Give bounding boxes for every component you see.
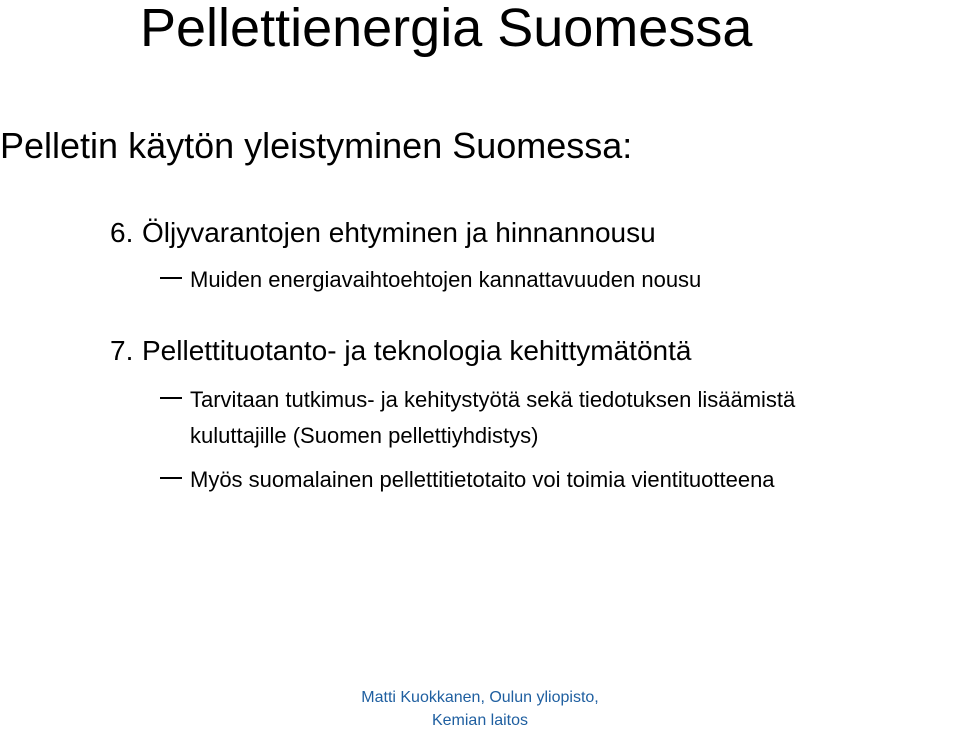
list-item-number: 7. bbox=[110, 335, 134, 366]
sub-point-continuation: kuluttajille (Suomen pellettiyhdistys) bbox=[190, 423, 539, 448]
dash-bullet-icon bbox=[160, 397, 182, 399]
sub-point bbox=[160, 264, 701, 296]
dash-bullet-icon bbox=[160, 277, 182, 279]
dash-bullet-icon bbox=[160, 477, 182, 479]
sub-point-text: Tarvitaan tutkimus- ja kehitystyötä sekä tiedotuksen lisäämistä bbox=[190, 387, 796, 412]
list-item-6 bbox=[110, 216, 656, 250]
sub-point-text: Muiden energiavaihtoehtojen kannattavuuden nousu bbox=[190, 267, 702, 292]
slide-title: Pellettienergia Suomessa bbox=[140, 0, 753, 58]
sub-point bbox=[160, 384, 795, 416]
slide-subtitle: Pelletin käytön yleistyminen Suomessa: bbox=[0, 125, 633, 166]
sub-point-text: Myös suomalainen pellettitietotaito voi toimia vientituotteena bbox=[190, 467, 775, 492]
list-item-text: Pellettituotanto- ja teknologia kehittymätöntä bbox=[142, 335, 692, 366]
sub-point bbox=[160, 464, 775, 496]
footer-line-2: Kemian laitos bbox=[431, 712, 529, 729]
footer-line-1: Matti Kuokkanen, Oulun yliopisto, bbox=[361, 689, 599, 706]
list-item-number: 6. bbox=[110, 217, 134, 248]
list-item-text: Öljyvarantojen ehtyminen ja hinnannousu bbox=[142, 217, 656, 248]
list-item-7 bbox=[110, 334, 691, 368]
